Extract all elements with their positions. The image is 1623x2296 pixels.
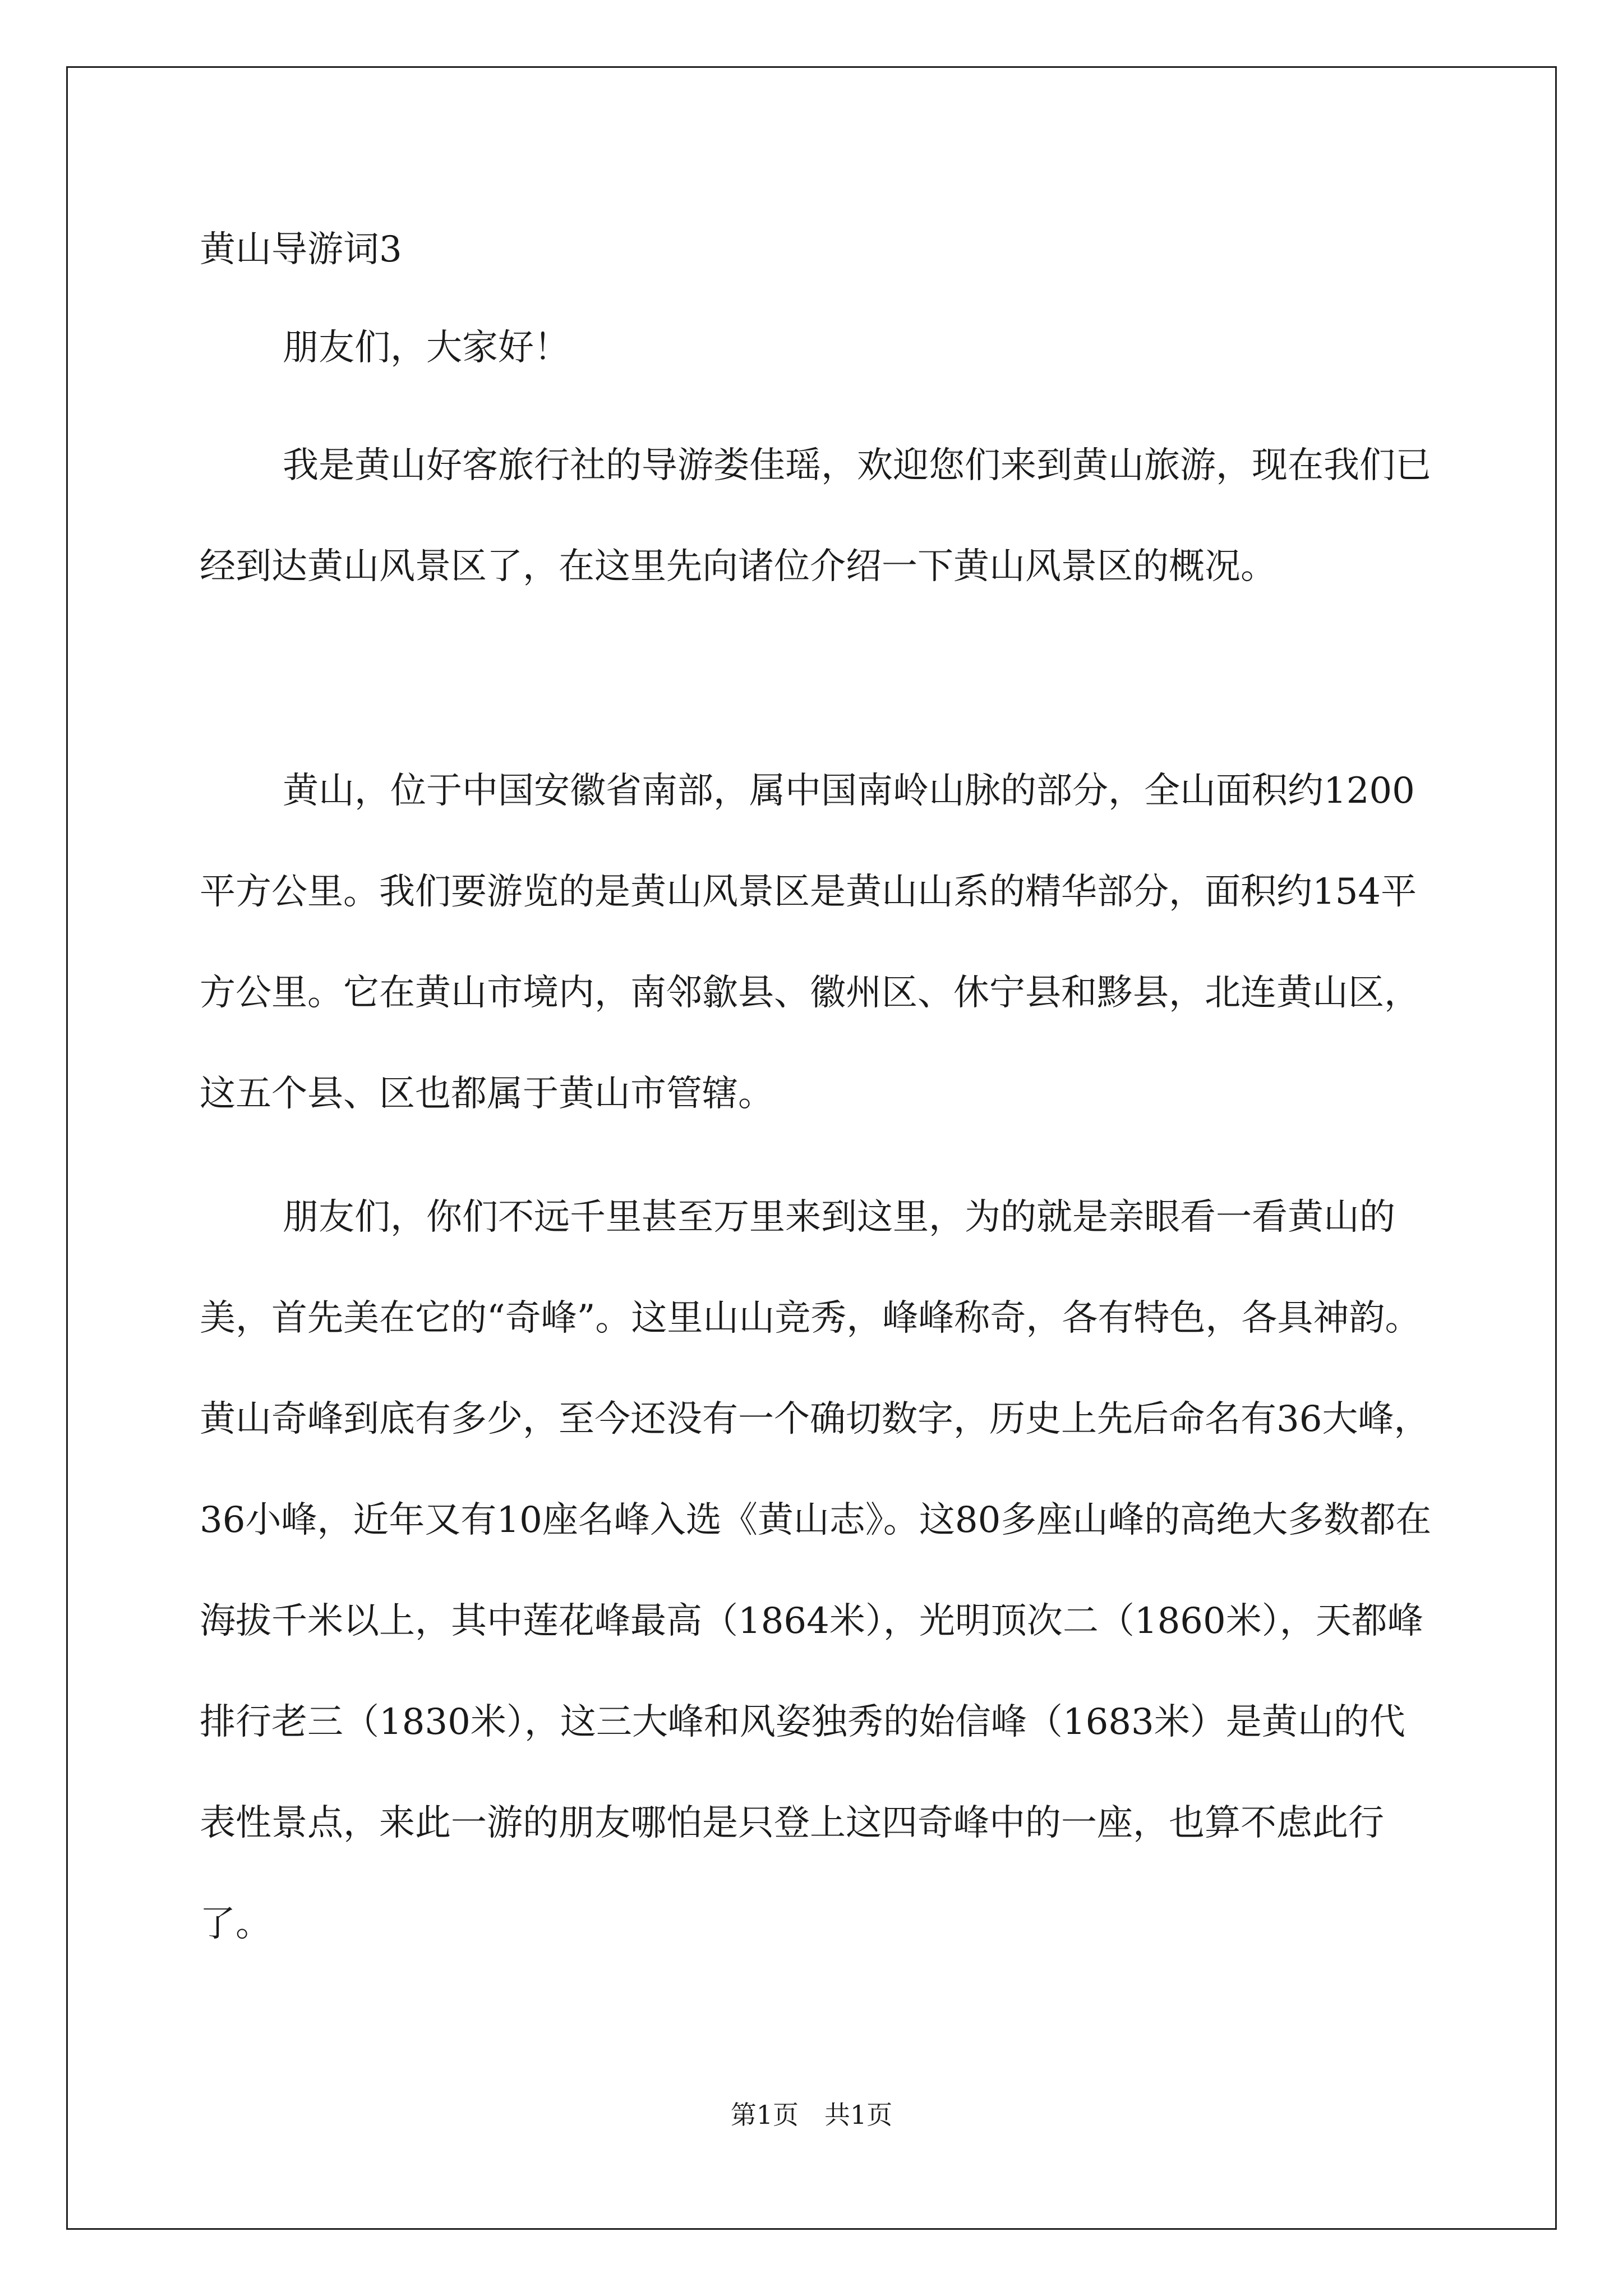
paragraph-peaks: 朋友们，你们不远千里甚至万里来到这里，为的就是亲眼看一看黄山的美，首先美在它的“奇峰”。这里山山竞秀，峰峰称奇，各有特色，各具神韵。黄山奇峰到底有多少，至今还没有一个确切数字，历史上先后命名有36大峰，36小峰，近年又有10座名峰入选《黄山志》。这80多座山峰的高绝大多数都在海拔千米以上，其中莲花峰最高（1864米），光明顶次二（1860米），天都峰排行老三（1830米），这三大峰和风姿独秀的始信峰（1683米）是黄山的代表性景点，来此一游的朋友哪怕是只登上这四奇峰中的一座，也算不虑此行了。 [200,1197,1432,1945]
page-number-footer: 第1页 共1页 [730,2100,893,2130]
document-title: 黄山导游词3 [200,229,402,270]
paragraph-introduction: 我是黄山好客旅行社的导游娄佳瑶，欢迎您们来到黄山旅游，现在我们已经到达黄山风景区了，在这里先向诸位介绍一下黄山风景区的概况。 [200,445,1431,587]
paragraph-location: 黄山，位于中国安徽省南部，属中国南岭山脉的部分，全山面积约1200平方公里。我们要游览的是黄山风景区是黄山山系的精华部分，面积约154平方公里。它在黄山市境内，南邻歙县、徽州区、休宁县和黟县，北连黄山区，这五个县、区也都属于黄山市管辖。 [200,770,1420,1115]
paragraph-greeting: 朋友们，大家好！ [283,327,570,369]
